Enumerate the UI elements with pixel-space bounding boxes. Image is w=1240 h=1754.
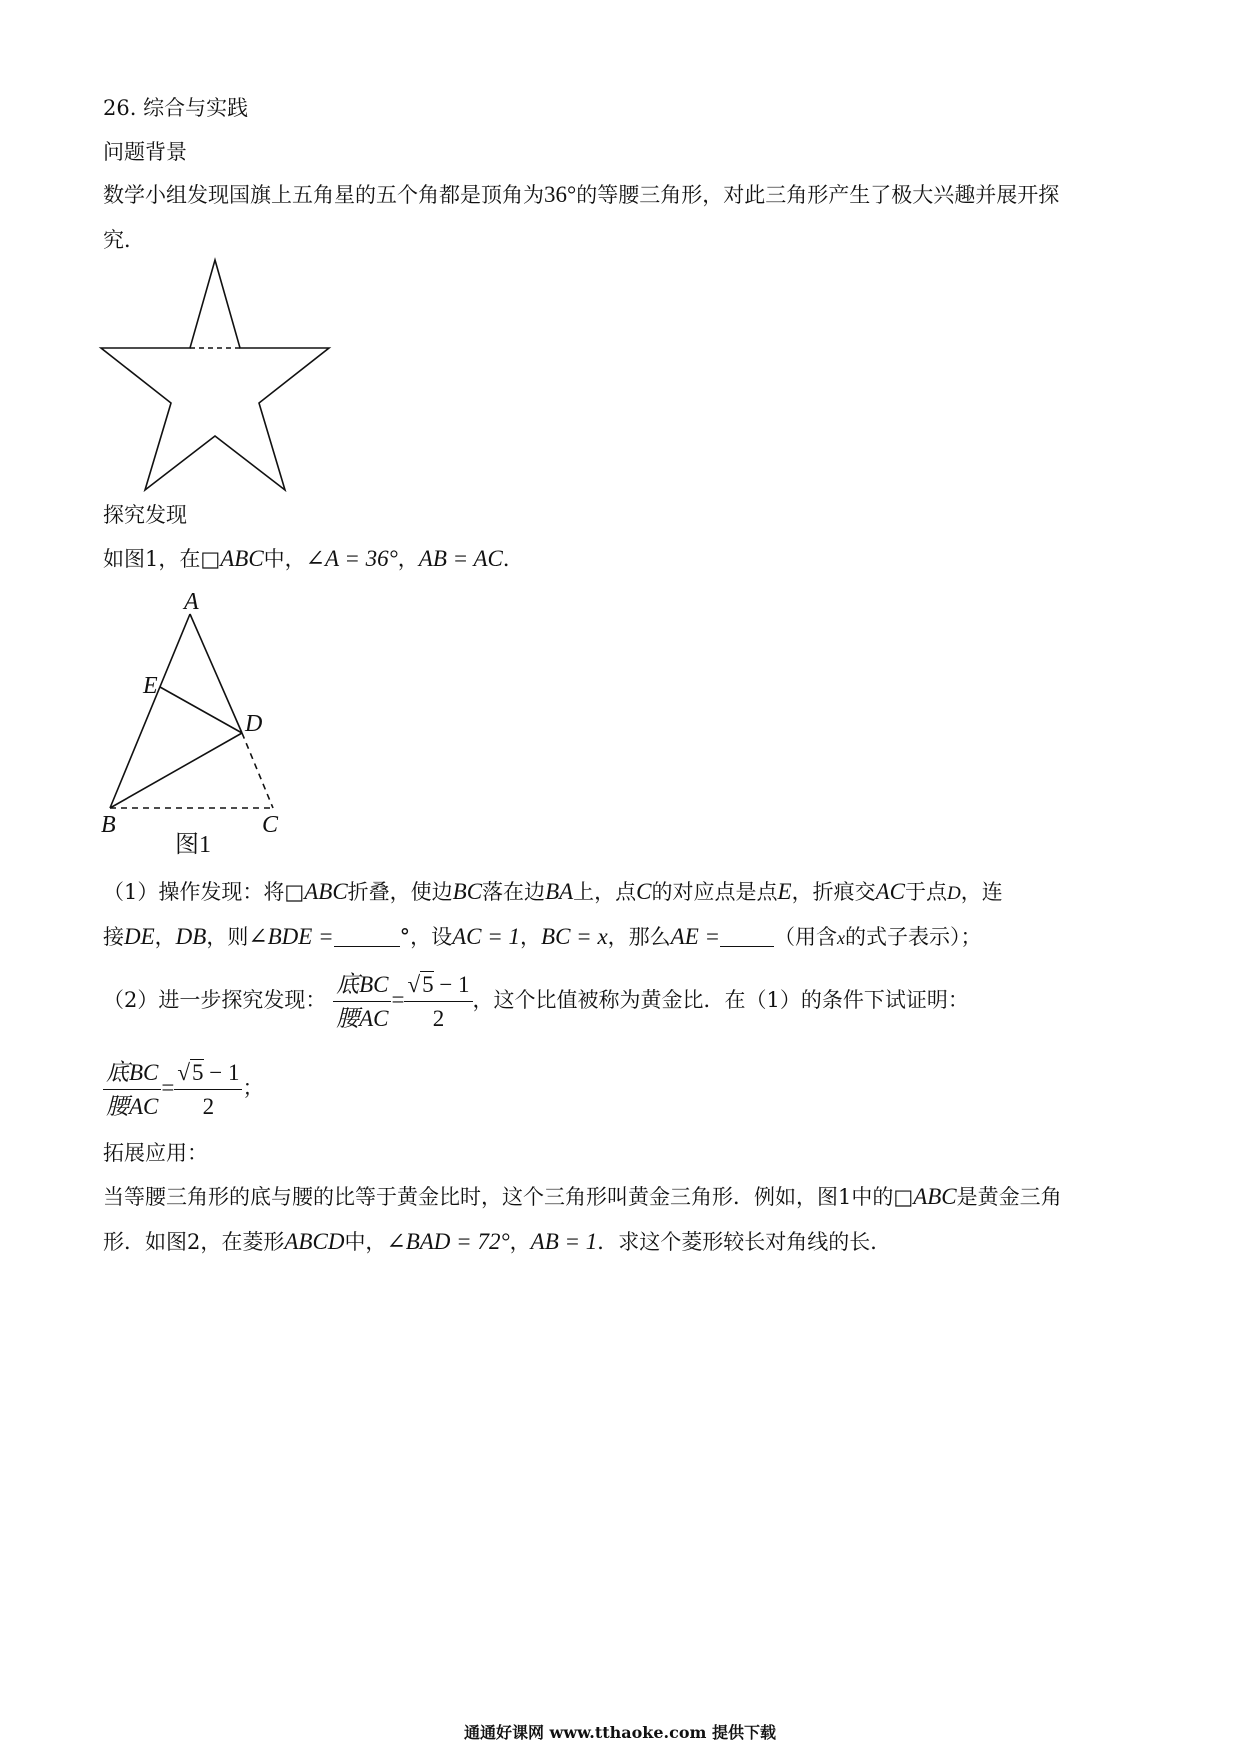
label-a: A [184,589,199,615]
part2-line2: $\frac{\text{底BC}}{\text{腰AC}}$ = $\frac{√5 - 1}{2}$ ； [103,1058,263,1121]
extension-line1: 当等腰三角形的底与腰的比等于黄金比时，这个三角形叫黄金三角形．例如，图1中的□ABC是黄金三角 [103,1184,1062,1209]
problem-number: 26. [103,96,137,120]
segment-ab [110,614,190,808]
section-explore-heading: 探究发现 [103,503,187,527]
extension-heading: 拓展应用： [103,1141,208,1165]
extension-line2: 形．如图2，在菱形ABCD中，∠BAD = 72°，AB = 1．求这个菱形较长对角线的长． [103,1229,892,1254]
segment-bd [110,733,242,808]
part1-line1: （1）操作发现：将□ABC折叠，使边BC落在边BA上，点C的对应点是点E，折痕交AC于点D，连 [103,879,1003,904]
golden-ratio-value-proof: $\frac{√5 - 1}{2}$ [174,1059,242,1121]
background-paragraph-line2: 究． [103,228,145,252]
label-e: E [143,673,158,699]
golden-ratio-value: $\frac{√5 - 1}{2}$ [404,971,472,1033]
answer-blank-angle[interactable] [334,926,400,947]
problem-title-text: 综合与实践 [143,96,249,120]
answer-blank-ae[interactable] [720,926,774,947]
figure1-intro: 如图1，在□ABC中，∠A = 36°，AB = AC． [103,546,524,571]
label-b: B [101,812,116,838]
segment-ed [160,687,242,733]
label-d: D [245,711,263,737]
golden-ratio-fraction-left: $\frac{\text{底BC}}{\text{腰AC}}$ [333,971,391,1033]
page-footer: 通通好课网 www.tthaoke.com 提供下载 [463,1723,777,1742]
golden-ratio-fraction-proof: $\frac{\text{底BC}}{\text{腰AC}}$ [103,1059,161,1121]
segment-dc-dashed [242,733,273,808]
background-paragraph-line1: 数学小组发现国旗上五角星的五个角都是顶角为36°的等腰三角形，对此三角形产生了极大兴趣并展开探 [103,182,1060,207]
section-background-heading: 问题背景 [103,140,187,164]
part1-line2: 接DE，DB，则∠BDE = °，设AC = 1，BC = x，那么AE = （用含x的式子表示）； [103,924,982,949]
angle-36: 36° [544,182,577,207]
figure1-caption: 图1 [175,832,211,858]
label-c: C [262,812,279,838]
segment-ad [190,614,242,733]
part2-line1: （2）进一步探究发现： $\frac{\text{底BC}}{\text{腰AC}}$ = $\frac{√5 - 1}{2}$ ，这个比值被称为黄金比．在（1）的条件下试证明： [103,971,969,1031]
